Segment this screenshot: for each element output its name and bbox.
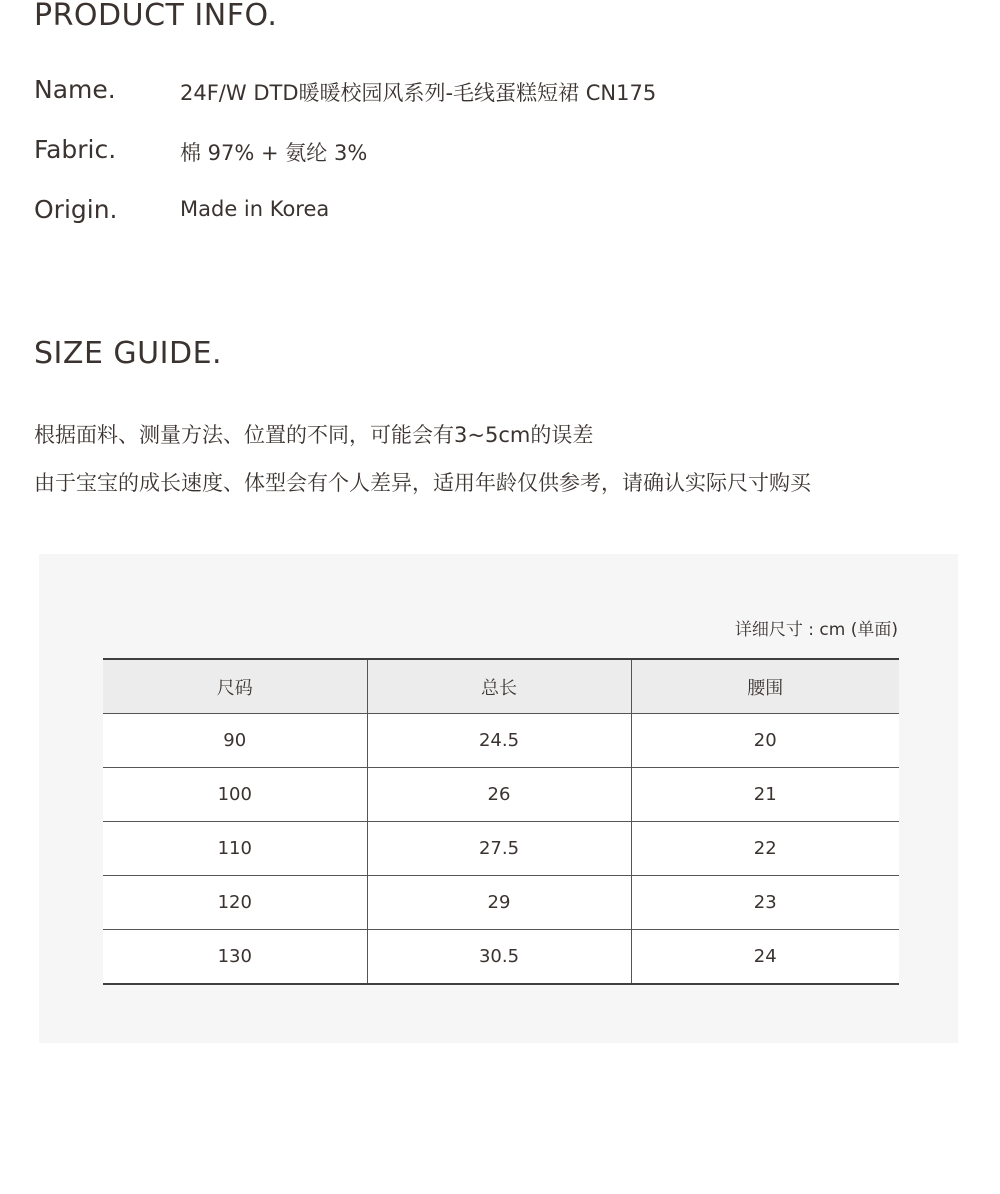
table-row	[103, 768, 899, 822]
origin-label: Origin.	[34, 195, 118, 224]
size-guide-panel	[39, 554, 958, 1043]
table-row	[103, 876, 899, 930]
size-note-age: 由于宝宝的成长速度、体型会有个人差异，适用年龄仅供参考，请确认实际尺寸购买	[34, 471, 811, 495]
table-cell-size: 110	[103, 822, 367, 876]
name-value: 24F/W DTD暖暖校园风系列-毛线蛋糕短裙 CN175	[180, 81, 657, 105]
table-row	[103, 930, 899, 985]
table-cell-size: 100	[103, 768, 367, 822]
table-cell-waist: 22	[631, 822, 899, 876]
table-cell-length: 27.5	[367, 822, 631, 876]
table-cell-length: 29	[367, 876, 631, 930]
info-row-fabric	[34, 135, 934, 175]
size-table	[103, 658, 899, 985]
table-cell-size: 120	[103, 876, 367, 930]
table-cell-length: 24.5	[367, 714, 631, 768]
table-row	[103, 714, 899, 768]
table-cell-waist: 21	[631, 768, 899, 822]
info-row-origin	[34, 195, 934, 235]
header-total-length: 总长	[367, 659, 631, 714]
header-size: 尺码	[103, 659, 367, 714]
size-guide-title: SIZE GUIDE.	[34, 336, 223, 371]
header-waist: 腰围	[631, 659, 899, 714]
table-cell-waist: 20	[631, 714, 899, 768]
size-note-measurement: 根据面料、测量方法、位置的不同，可能会有3~5cm的误差	[34, 423, 594, 447]
table-cell-waist: 23	[631, 876, 899, 930]
table-cell-length: 26	[367, 768, 631, 822]
unit-note: 详细尺寸 : cm (单面)	[734, 620, 898, 640]
origin-value: Made in Korea	[180, 197, 330, 221]
table-header-row	[103, 659, 899, 714]
product-info-title: PRODUCT INFO.	[34, 0, 278, 33]
table-cell-length: 30.5	[367, 930, 631, 985]
fabric-label: Fabric.	[34, 135, 117, 164]
table-cell-waist: 24	[631, 930, 899, 985]
fabric-value: 棉 97% + 氨纶 3%	[180, 141, 368, 165]
table-row	[103, 822, 899, 876]
table-cell-size: 90	[103, 714, 367, 768]
table-cell-size: 130	[103, 930, 367, 985]
info-row-name	[34, 75, 934, 115]
name-label: Name.	[34, 75, 116, 104]
